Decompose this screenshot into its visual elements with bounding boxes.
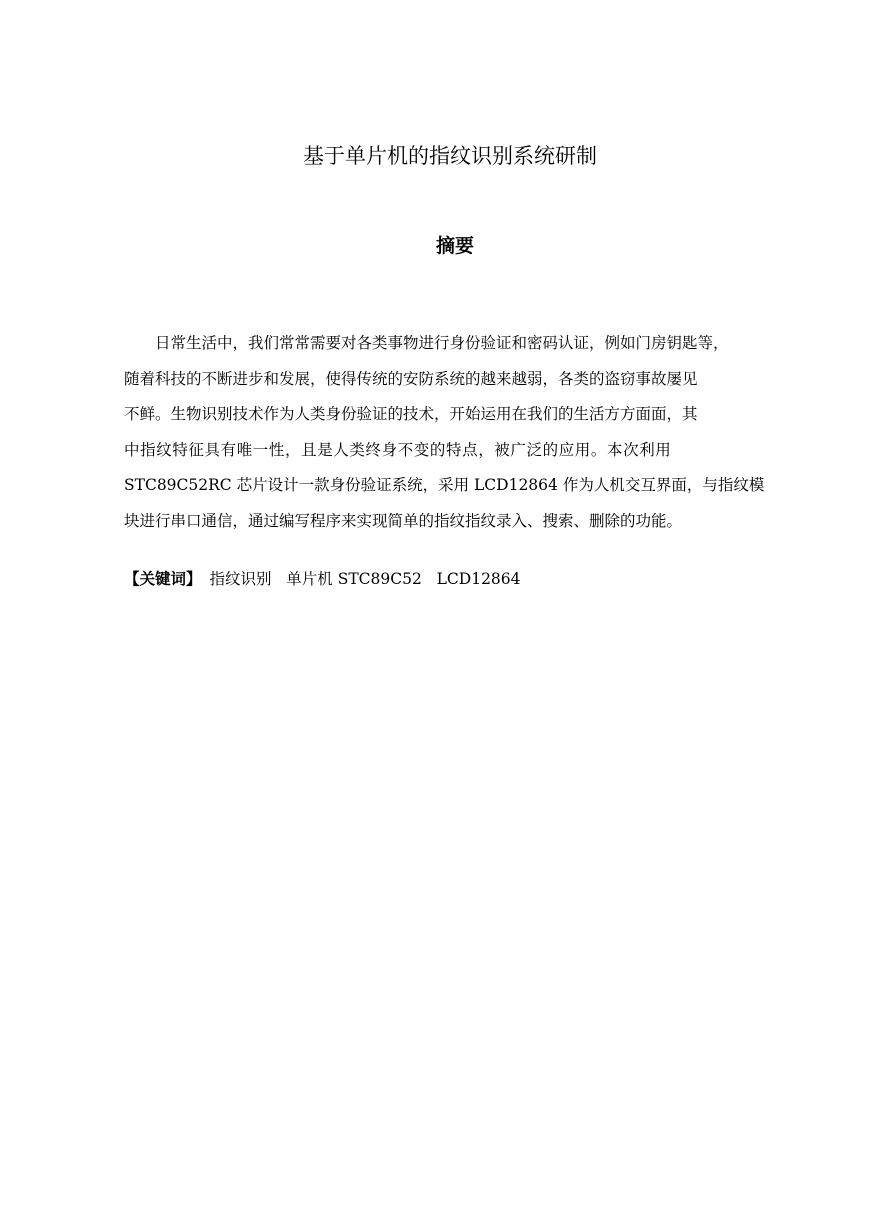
abstract-line-4: 中指纹特征具有唯一性，且是人类终身不变的特点，被广泛的应用。本次利用 xyxy=(124,440,672,459)
abstract-heading: 摘要 xyxy=(435,235,474,257)
keywords-text: 指纹识别 单片机 STC89C52 LCD12864 xyxy=(209,570,521,588)
document-title: 基于单片机的指纹识别系统研制 xyxy=(303,144,597,168)
keywords-label: 【关键词】 xyxy=(124,570,202,588)
abstract-line-2: 随着科技的不断进步和发展，使得传统的安防系统的越来越弱，各类的盗窃事故屡见 xyxy=(124,369,698,388)
abstract-line-1: 日常生活中，我们常常需要对各类事物进行身份验证和密码认证，例如门房钥匙等， xyxy=(155,334,729,352)
abstract-line-5: STC89C52RC 芯片设计一款身份验证系统，采用 LCD12864 作为人机交互界面，与指纹模 xyxy=(124,476,765,494)
abstract-line-3: 不鲜。生物识别技术作为人类身份验证的技术，开始运用在我们的生活方方面面，其 xyxy=(124,405,698,423)
abstract-line-6: 块进行串口通信，通过编写程序来实现简单的指纹指纹录入、搜索、删除的功能。 xyxy=(124,511,683,530)
abstract-body xyxy=(124,326,824,539)
keywords-row xyxy=(124,564,521,594)
